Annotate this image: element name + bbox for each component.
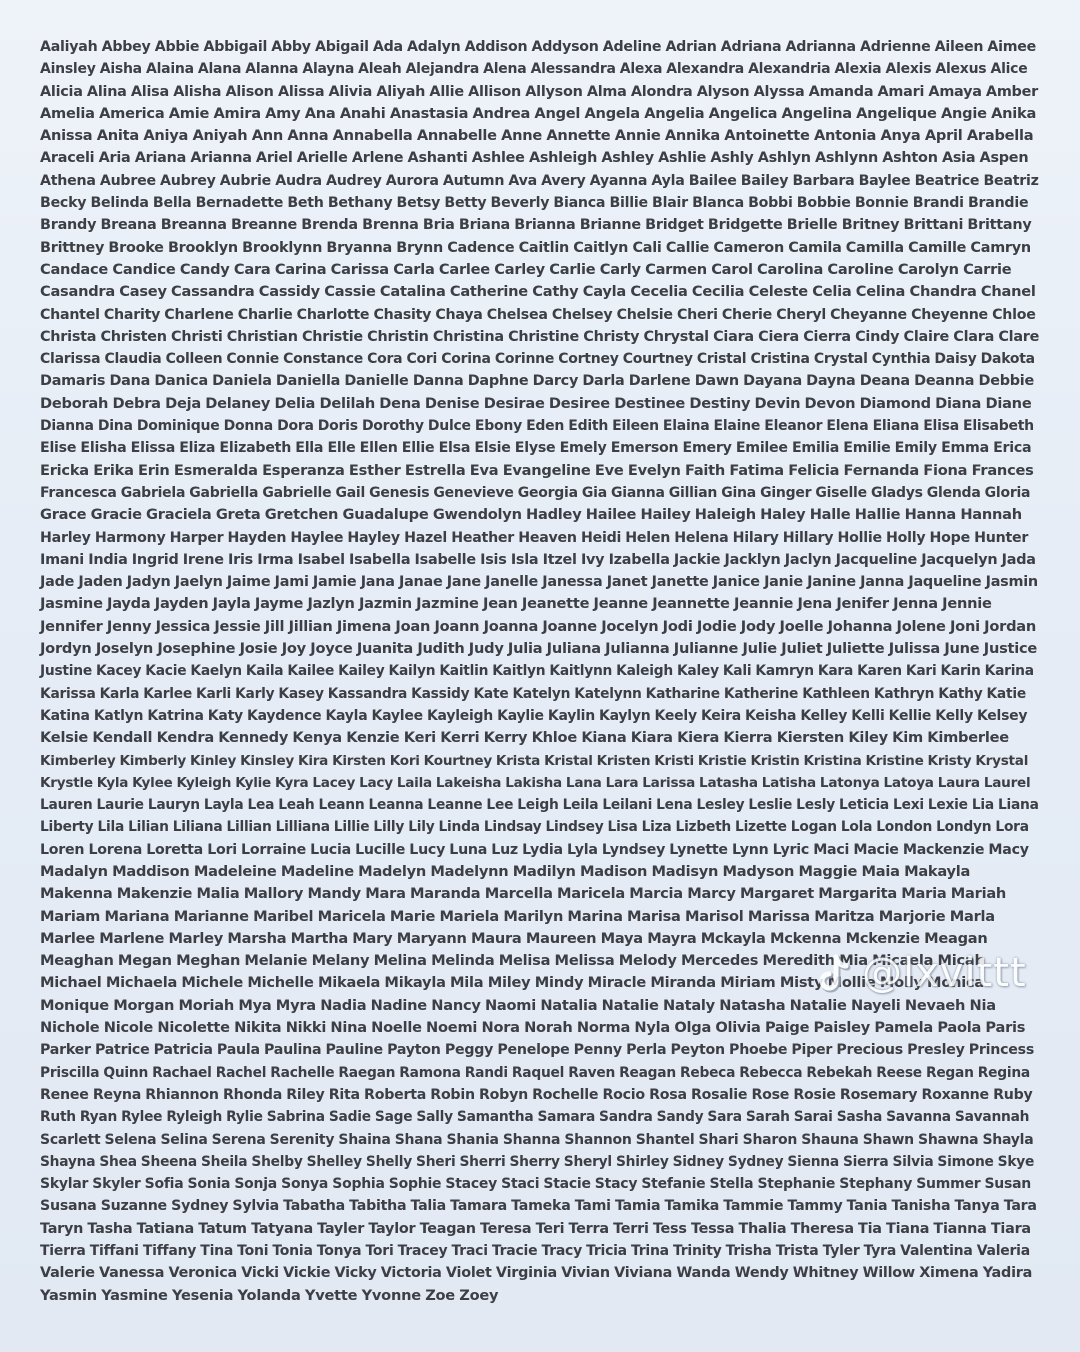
name-line: Parker Patrice Patricia Paula Paulina Pauline Payton Peggy Penelope Penny Perla Peyton Phoebe Piper Precious Presley Princess — [40, 1042, 1035, 1059]
name-line: Katina Katlyn Katrina Katy Kaydence Kayla Kaylee Kayleigh Kaylie Kaylin Kaylyn Keely Keira Keisha Kelley Kelli Kellie Kelly Kelsey — [40, 707, 1028, 724]
name-line: Anissa Anita Aniya Aniyah Ann Anna Annabella Annabelle Anne Annette Annie Annika Antoinette Antonia Anya April Arabella — [40, 127, 1034, 145]
watermark-handle: @lxvittt — [862, 950, 1027, 996]
name-line: Karissa Karla Karlee Karli Karly Kasey Kassandra Kassidy Kate Katelyn Katelynn Katharine Katherine Kathleen Kathryn Kathy Katie — [40, 685, 1026, 702]
name-line: Casandra Casey Cassandra Cassidy Cassie Catalina Catherine Cathy Cayla Cecelia Cecilia Celeste Celia Celina Chandra Chanel — [40, 283, 1036, 301]
name-line: Becky Belinda Bella Bernadette Beth Bethany Betsy Betty Beverly Bianca Billie Blair Blanca Bobbi Bobbie Bonnie Brandi Brandie — [40, 195, 1029, 212]
name-line: Valerie Vanessa Veronica Vicki Vickie Vicky Victoria Violet Virginia Vivian Viviana Wanda Wendy Whitney Willow Ximena Yadira — [40, 1265, 1033, 1282]
name-line: Clarissa Claudia Colleen Connie Constance Cora Cori Corina Corinne Cortney Courtney Cristal Cristina Crystal Cynthia Daisy Dakota — [40, 351, 1035, 368]
name-line: Liberty Lila Lilian Liliana Lillian Lilliana Lillie Lilly Lily Linda Lindsay Lindsey Lisa Liza Lizbeth Lizette Logan Lola London Londyn Lora — [40, 819, 1029, 836]
name-line: Madalyn Maddison Madeleine Madeline Madelyn Madelynn Madilyn Madison Madisyn Madyson Maggie Maia Makayla — [40, 862, 971, 880]
names-list — [40, 36, 1040, 1307]
name-line: Elise Elisha Elissa Eliza Elizabeth Ella Elle Ellen Ellie Elsa Elsie Elyse Emely Emerson Emery Emilee Emilia Emilie Emily Emma Erica — [40, 440, 1032, 457]
name-line: Francesca Gabriela Gabriella Gabrielle Gail Genesis Genevieve Georgia Gia Gianna Gillian Gina Ginger Giselle Gladys Glenda Gloria — [40, 484, 1031, 501]
name-line: Nichole Nicole Nicolette Nikita Nikki Nina Noelle Noemi Nora Norah Norma Nyla Olga Olivia Paige Paisley Pamela Paola Paris — [40, 1019, 1026, 1037]
name-line: Alicia Alina Alisa Alisha Alison Alissa Alivia Aliyah Allie Allison Allyson Alma Alondra Alyson Alyssa Amanda Amari Amaya Amber — [40, 83, 1038, 100]
tiktok-logo-icon — [812, 951, 856, 995]
name-line: Ericka Erika Erin Esmeralda Esperanza Esther Estrella Eva Evangeline Eve Evelyn Faith Fatima Felicia Fernanda Fiona Frances — [40, 461, 1034, 479]
name-line: Susana Suzanne Sydney Sylvia Tabatha Tabitha Talia Tamara Tameka Tami Tamia Tamika Tammie Tammy Tania Tanisha Tanya Tara — [40, 1198, 1037, 1215]
name-line: Renee Reyna Rhiannon Rhonda Riley Rita Roberta Robin Robyn Rochelle Rocio Rosa Rosalie Rose Rosie Rosemary Roxanne Ruby — [40, 1086, 1033, 1103]
name-line: Lauren Laurie Lauryn Layla Lea Leah Leann Leanna Leanne Lee Leigh Leila Leilani Lena Lesley Leslie Lesly Leticia Lexi Lexie Lia Liana — [40, 797, 1039, 814]
name-line: Shayna Shea Sheena Sheila Shelby Shelley Shelly Sheri Sherri Sherry Sheryl Shirley Sidney Sydney Sienna Sierra Silvia Simone Skye — [40, 1153, 1035, 1170]
name-line: Jordyn Joselyn Josephine Josie Joy Joyce Juanita Judith Judy Julia Juliana Julianna Julianne Julie Juliet Juliette Julissa June Justice — [40, 640, 1038, 658]
name-line: Scarlett Selena Selina Serena Serenity Shaina Shana Shania Shanna Shannon Shantel Shari Sharon Shauna Shawn Shawna Shayla — [40, 1131, 1034, 1148]
name-line: Aaliyah Abbey Abbie Abbigail Abby Abigail Ada Adalyn Addison Addyson Adeline Adrian Adriana Adrianna Adrienne Aileen Aimee — [40, 39, 1037, 55]
name-line: Skylar Skyler Sofia Sonia Sonja Sonya Sophia Sophie Stacey Staci Stacie Stacy Stefanie Stella Stephanie Stephany Summer Susan — [40, 1176, 1032, 1193]
name-line: Krystle Kyla Kylee Kyleigh Kylie Kyra Lacey Lacy Laila Lakeisha Lakisha Lana Lara Larissa Latasha Latisha Latonya Latoya Laura Laurel — [40, 774, 1031, 791]
name-line: Michael Michaela Michele Michelle Mikaela Mikayla Mila Miley Mindy Miracle Miranda Miriam Misty Mollie Molly Monica — [40, 974, 984, 992]
name-line: Athena Aubree Aubrey Aubrie Audra Audrey Aurora Autumn Ava Avery Ayanna Ayla Bailee Bailey Barbara Baylee Beatrice Beatriz — [40, 172, 1039, 189]
name-line: Loren Lorena Loretta Lori Lorraine Lucia Lucille Lucy Luna Luz Lydia Lyla Lyndsey Lynette Lynn Lyric Maci Macie Mackenzie Macy — [40, 841, 1029, 858]
name-line: Justine Kacey Kacie Kaelyn Kaila Kailee Kailey Kailyn Kaitlin Kaitlyn Kaitlynn Kaleigh Kaley Kali Kamryn Kara Karen Kari Karin Karina — [40, 663, 1034, 680]
name-line: Araceli Aria Ariana Arianna Ariel Arielle Arlene Ashanti Ashlee Ashleigh Ashley Ashlie Ashly Ashlyn Ashlynn Ashton Asia Aspen — [40, 150, 1029, 167]
name-line: Grace Gracie Graciela Greta Gretchen Guadalupe Gwendolyn Hadley Hailee Hailey Haleigh Haley Halle Hallie Hanna Hannah — [40, 506, 1022, 524]
name-line: Amelia America Amie Amira Amy Ana Anahi Anastasia Andrea Angel Angela Angelia Angelica Angelina Angelique Angie Anika — [40, 104, 1037, 122]
name-line: Ruth Ryan Rylee Ryleigh Rylie Sabrina Sadie Sage Sally Samantha Samara Sandra Sandy Sara Sarah Sarai Sasha Savanna Savannah — [40, 1109, 1030, 1126]
name-line: Brittney Brooke Brooklyn Brooklynn Bryanna Brynn Cadence Caitlin Caitlyn Cali Callie Cameron Camila Camilla Camille Camryn — [40, 239, 1031, 256]
name-line: Monique Morgan Moriah Mya Myra Nadia Nadine Nancy Naomi Natalia Natalie Nataly Natasha Natalie Nayeli Nevaeh Nia — [40, 996, 996, 1014]
name-line: Deborah Debra Deja Delaney Delia Delilah Dena Denise Desirae Desiree Destinee Destiny Devin Devon Diamond Diana Diane — [40, 394, 1032, 412]
name-line: Chantel Charity Charlene Charlie Charlotte Chasity Chaya Chelsea Chelsey Chelsie Cheri Cherie Cheryl Cheyanne Cheyenne Chloe — [40, 306, 1036, 323]
name-line: Marlee Marlene Marley Marsha Martha Mary Maryann Maura Maureen Maya Mayra Mckayla Mckenna Mckenzie Meagan — [40, 929, 988, 947]
name-line: Mariam Mariana Marianne Maribel Maricela Marie Mariela Marilyn Marina Marisa Marisol Marissa Maritza Marjorie Marla — [40, 907, 995, 925]
name-line: Brandy Breana Breanna Breanne Brenda Brenna Bria Briana Brianna Brianne Bridget Bridgette Brielle Britney Brittani Brittany — [40, 217, 1032, 234]
name-line: Damaris Dana Danica Daniela Daniella Danielle Danna Daphne Darcy Darla Darlene Dawn Dayana Dayna Deana Deanna Debbie — [40, 373, 1035, 390]
name-line: Priscilla Quinn Rachael Rachel Rachelle Raegan Ramona Randi Raquel Raven Reagan Rebeca Rebecca Rebekah Reese Regan Regina — [40, 1064, 1030, 1081]
name-line: Jennifer Jenny Jessica Jessie Jill Jillian Jimena Joan Joann Joanna Joanne Jocelyn Jodi Jodie Jody Joelle Johanna Jolene Joni Jordan — [40, 617, 1037, 635]
name-line: Christa Christen Christi Christian Christie Christin Christina Christine Christy Chrystal Ciara Ciera Cierra Cindy Claire Clara Clare — [40, 328, 1040, 345]
name-line: Kelsie Kendall Kendra Kennedy Kenya Kenzie Keri Kerri Kerry Khloe Kiana Kiara Kiera Kierra Kiersten Kiley Kim Kimberlee — [40, 729, 1009, 747]
name-line: Jade Jaden Jadyn Jaelyn Jaime Jami Jamie Jana Janae Jane Janelle Janessa Janet Janette Janice Janie Janine Janna Jaqueline Jasmin — [40, 574, 1038, 591]
name-line: Taryn Tasha Tatiana Tatum Tatyana Tayler Taylor Teagan Teresa Teri Terra Terri Tess Tessa Thalia Theresa Tia Tiana Tianna Tiara — [40, 1220, 1031, 1237]
name-line: Harley Harmony Harper Hayden Haylee Hayley Hazel Heather Heaven Heidi Helen Helena Hilary Hillary Hollie Holly Hope Hunter — [40, 529, 1029, 546]
name-line: Meaghan Megan Meghan Melanie Melany Melina Melinda Melisa Melissa Melody Mercedes Meredith Mia Micaela Micah — [40, 952, 985, 970]
name-line: Makenna Makenzie Malia Mallory Mandy Mara Maranda Marcella Maricela Marcia Marcy Margaret Margarita Maria Mariah — [40, 885, 1007, 903]
name-line: Kimberley Kimberly Kinley Kinsley Kira Kirsten Kori Kourtney Krista Kristal Kristen Kristi Kristie Kristin Kristina Kristine Kristy Krystal — [40, 752, 1029, 769]
name-line: Jasmine Jayda Jayden Jayla Jayme Jazlyn Jazmin Jazmine Jean Jeanette Jeanne Jeannette Jeannie Jena Jenifer Jenna Jennie — [40, 595, 992, 613]
name-line: Candace Candice Candy Cara Carina Carissa Carla Carlee Carley Carlie Carly Carmen Carol Carolina Caroline Carolyn Carrie — [40, 260, 1012, 278]
tiktok-watermark — [812, 950, 1027, 996]
name-line: Imani India Ingrid Irene Iris Irma Isabel Isabella Isabelle Isis Isla Itzel Ivy Izabella Jackie Jacklyn Jaclyn Jacqueline Jacquelyn Jada — [40, 551, 1036, 568]
name-line: Yasmin Yasmine Yesenia Yolanda Yvette Yvonne Zoe Zoey — [40, 1286, 499, 1304]
name-line: Tierra Tiffani Tiffany Tina Toni Tonia Tonya Tori Tracey Traci Tracie Tracy Tricia Trina Trinity Trisha Trista Tyler Tyra Valentina Valeria — [40, 1243, 1030, 1260]
name-line: Dianna Dina Dominique Donna Dora Doris Dorothy Dulce Ebony Eden Edith Eileen Elaina Elaine Eleanor Elena Eliana Elisa Elisabeth — [40, 418, 1034, 435]
name-line: Ainsley Aisha Alaina Alana Alanna Alayna Aleah Alejandra Alena Alessandra Alexa Alexandra Alexandria Alexia Alexis Alexus Alice — [40, 61, 1028, 78]
